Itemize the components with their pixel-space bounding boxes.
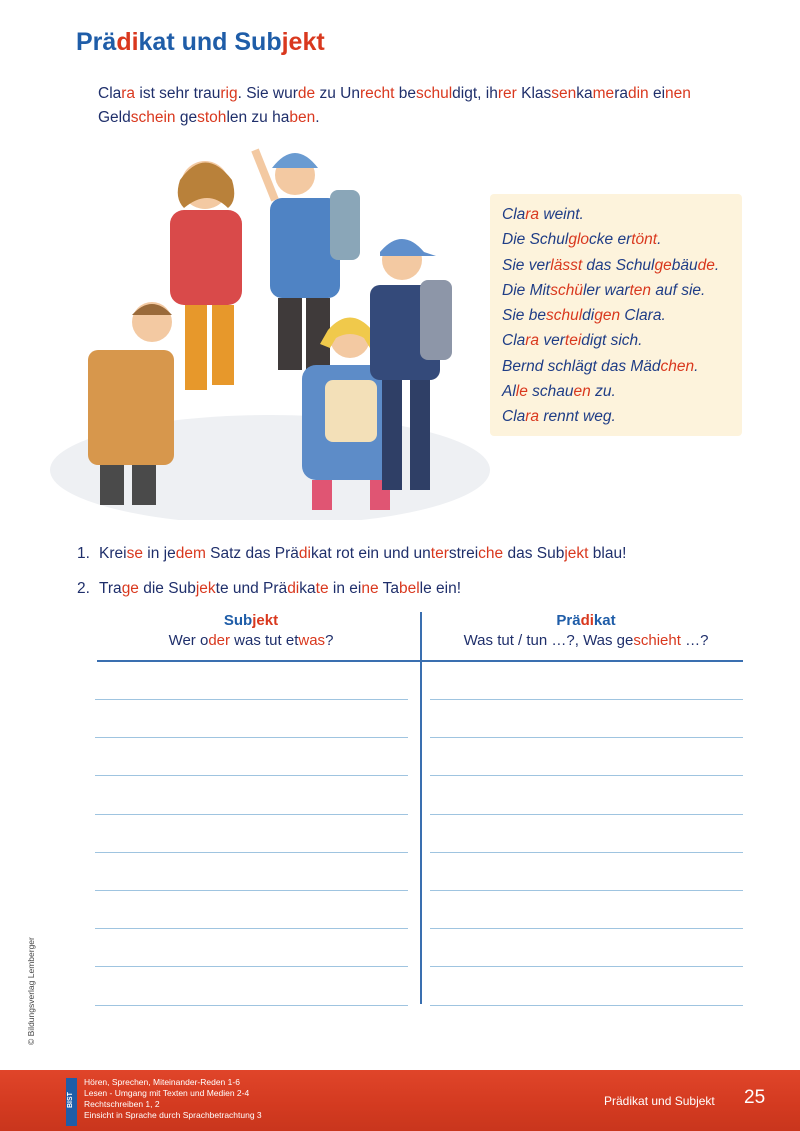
- publisher-credit: © Bildungsverlag Lemberger: [26, 937, 36, 1045]
- answer-line[interactable]: [430, 775, 743, 776]
- sentence-item: Die Schulglocke ertönt.: [502, 231, 662, 249]
- intro-text: Clara ist sehr traurig. Sie wurde zu Unrecht beschuldigt, ihrer Klassenkameradin einen Geldschein gestohlen zu haben.: [98, 85, 691, 126]
- bist-tag: BIST: [66, 1078, 77, 1126]
- task-number: 1.: [77, 545, 90, 562]
- answer-line[interactable]: [95, 1005, 408, 1006]
- table-column-divider: [420, 612, 422, 1004]
- standard-item: Rechtschreiben 1, 2: [84, 1099, 160, 1109]
- answer-line[interactable]: [430, 890, 743, 891]
- column-heading: Prädikat: [556, 612, 616, 629]
- footer-standards: [84, 1077, 262, 1121]
- answer-line[interactable]: [430, 737, 743, 738]
- task-text: Kreise in jedem Satz das Prädikat rot ein und unterstreiche das Subjekt blau!: [99, 545, 627, 562]
- sentence-item: Alle schauen zu.: [502, 383, 616, 401]
- page-title: Prädikat und Subjekt: [76, 28, 325, 56]
- column-question: Was tut / tun …?, Was geschieht …?: [463, 632, 709, 649]
- answer-line[interactable]: [430, 699, 743, 700]
- answer-line[interactable]: [95, 928, 408, 929]
- sentence-item: Sie verlässt das Schulgebäude.: [502, 256, 720, 274]
- table-header-praedikat: [430, 611, 742, 651]
- task-number: 2.: [77, 580, 90, 597]
- column-heading: Subjekt: [223, 612, 279, 629]
- illustration-children: [40, 140, 495, 520]
- sentence-item: Die Mitschüler warten auf sie.: [502, 281, 706, 299]
- answer-line[interactable]: [430, 1005, 743, 1006]
- answer-line[interactable]: [95, 852, 408, 853]
- answer-line[interactable]: [95, 890, 408, 891]
- sentence-item: Clara rennt weg.: [502, 408, 616, 426]
- sentence-item: Clara verteidigt sich.: [502, 332, 643, 350]
- standard-item: Hören, Sprechen, Miteinander-Reden 1-6: [84, 1077, 240, 1087]
- task-text: Trage die Subjekte und Prädikate in eine Tabelle ein!: [99, 580, 462, 597]
- standard-item: Einsicht in Sprache durch Sprachbetrachtung 3: [84, 1110, 262, 1120]
- answer-line[interactable]: [95, 699, 408, 700]
- sentence-item: Bernd schlägt das Mädchen.: [502, 357, 699, 375]
- answer-line[interactable]: [95, 775, 408, 776]
- sentence-item: Clara weint.: [502, 206, 584, 223]
- table-header-subjekt: [95, 611, 407, 651]
- answer-line[interactable]: [430, 852, 743, 853]
- sentence-list: [490, 194, 742, 430]
- task-item: [77, 580, 461, 598]
- answer-line[interactable]: [95, 966, 408, 967]
- answer-line[interactable]: [430, 814, 743, 815]
- column-question: Wer oder was tut etwas?: [168, 632, 334, 649]
- answer-line[interactable]: [95, 814, 408, 815]
- footer-title: Prädikat und Subjekt: [604, 1094, 715, 1108]
- answer-line[interactable]: [95, 737, 408, 738]
- answer-line[interactable]: [430, 966, 743, 967]
- standard-item: Lesen - Umgang mit Texten und Medien 2-4: [84, 1088, 250, 1098]
- page-number: 25: [744, 1087, 766, 1108]
- sentence-box: [490, 194, 742, 436]
- answer-line[interactable]: [430, 928, 743, 929]
- task-item: [77, 545, 626, 563]
- figure-girl-red-jacket: [170, 161, 242, 390]
- sentence-item: Sie beschuldigen Clara.: [502, 307, 666, 325]
